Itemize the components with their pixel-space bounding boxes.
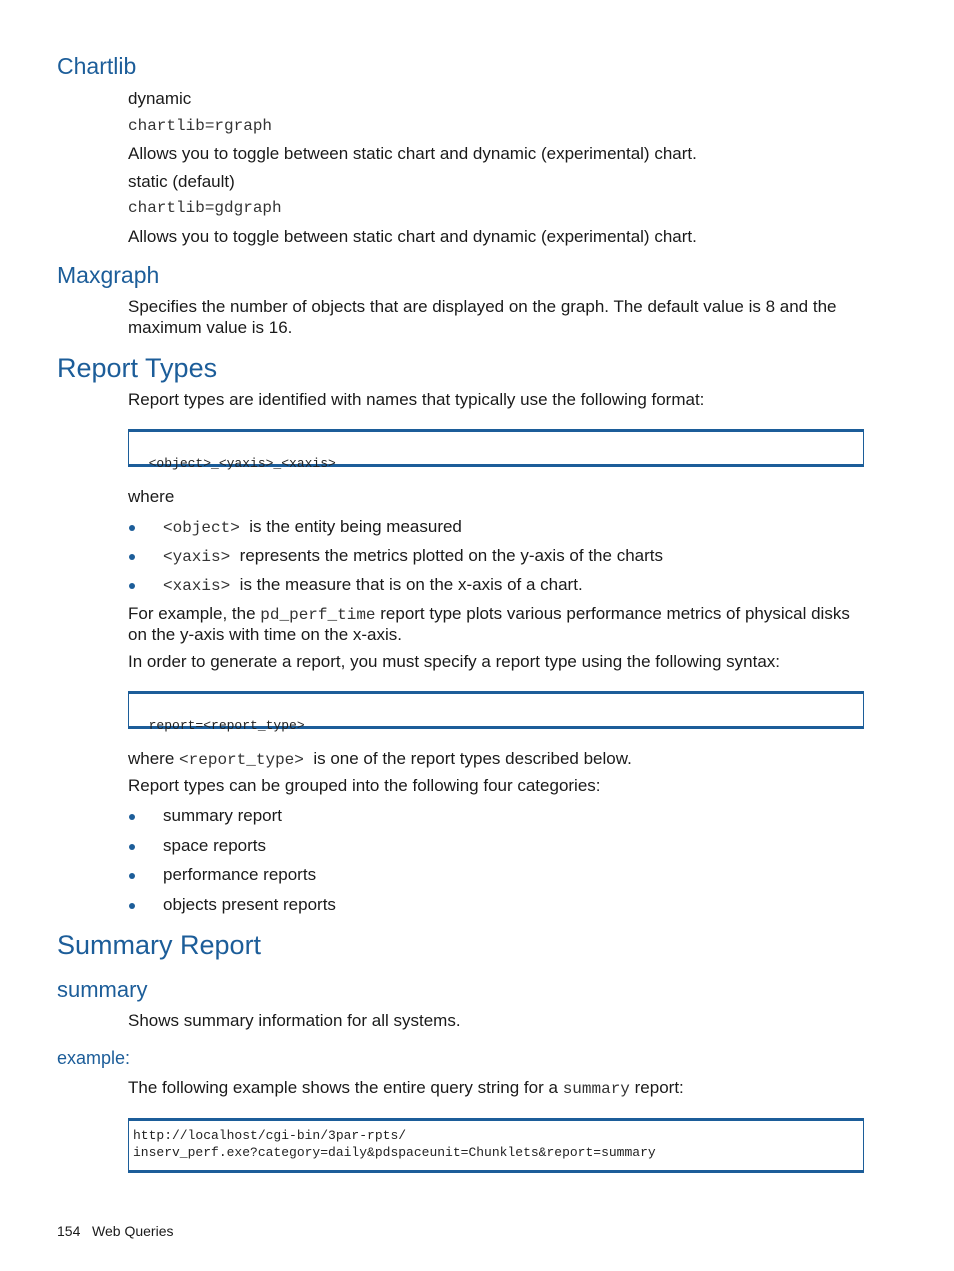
summary-example-intro: The following example shows the entire query string for a summary report: [128, 1078, 684, 1098]
format-code: <object>_<yaxis>_<xaxis> [148, 456, 336, 471]
list-item: <xaxis> is the measure that is on the x-axis of a chart. [163, 575, 583, 595]
example-paragraph-line1: For example, the pd_perf_time report type plots various performance metrics of physical disks [128, 604, 850, 624]
query-code-box [128, 1118, 864, 1173]
chartlib-static-label: static (default) [128, 172, 235, 191]
bullet-icon [128, 867, 138, 877]
page-footer [57, 1223, 173, 1239]
bullet-icon [128, 808, 138, 818]
chartlib-heading: Chartlib [57, 53, 137, 79]
bullet-icon [128, 838, 138, 848]
bullet-icon [128, 519, 138, 529]
syntax-code-box [128, 691, 864, 733]
list-item: <yaxis> represents the metrics plotted on the y-axis of the charts [163, 546, 663, 566]
list-item: performance reports [163, 865, 317, 884]
page-number: 154 [57, 1223, 81, 1239]
list-item: objects present reports [163, 895, 336, 914]
bullet-icon [128, 897, 138, 907]
syntax-intro: In order to generate a report, you must specify a report type using the following syntax: [128, 652, 781, 671]
maxgraph-heading: Maxgraph [57, 262, 160, 288]
example-paragraph-line2: on the y-axis with time on the x-axis. [128, 625, 403, 644]
report-types-intro: Report types are identified with names that typically use the following format: [128, 390, 705, 409]
format-code-box [128, 429, 864, 471]
footer-section: Web Queries [92, 1223, 174, 1239]
where-label: where [128, 487, 175, 506]
chartlib-dynamic-code: chartlib=rgraph [128, 117, 273, 135]
example-heading: example: [57, 1048, 131, 1068]
chartlib-dynamic-label: dynamic [128, 89, 192, 108]
chartlib-dynamic-desc: Allows you to toggle between static chart and dynamic (experimental) chart. [128, 144, 697, 163]
categories-intro: Report types can be grouped into the following four categories: [128, 776, 601, 795]
summary-desc: Shows summary information for all systems. [128, 1011, 461, 1030]
where-report-type: where <report_type> is one of the report types described below. [128, 749, 632, 769]
maxgraph-desc-line1: Specifies the number of objects that are displayed on the graph. The default value is 8 and the [128, 297, 837, 316]
query-line1: http://localhost/cgi-bin/3par-rpts/ [133, 1128, 407, 1143]
maxgraph-desc-line2: maximum value is 16. [128, 318, 293, 337]
chartlib-static-code: chartlib=gdgraph [128, 199, 282, 217]
list-item: <object> is the entity being measured [163, 517, 462, 537]
list-item: space reports [163, 836, 266, 855]
bullet-icon [128, 548, 138, 558]
bullet-icon [128, 577, 138, 587]
summary-report-heading: Summary Report [57, 930, 262, 960]
list-item: summary report [163, 806, 283, 825]
syntax-code: report=<report_type> [148, 718, 305, 733]
summary-subheading: summary [57, 977, 148, 1002]
query-line2: inserv_perf.exe?category=daily&pdspaceunit=Chunklets&report=summary [133, 1145, 656, 1160]
report-types-heading: Report Types [57, 353, 218, 383]
chartlib-static-desc: Allows you to toggle between static chart and dynamic (experimental) chart. [128, 227, 697, 246]
